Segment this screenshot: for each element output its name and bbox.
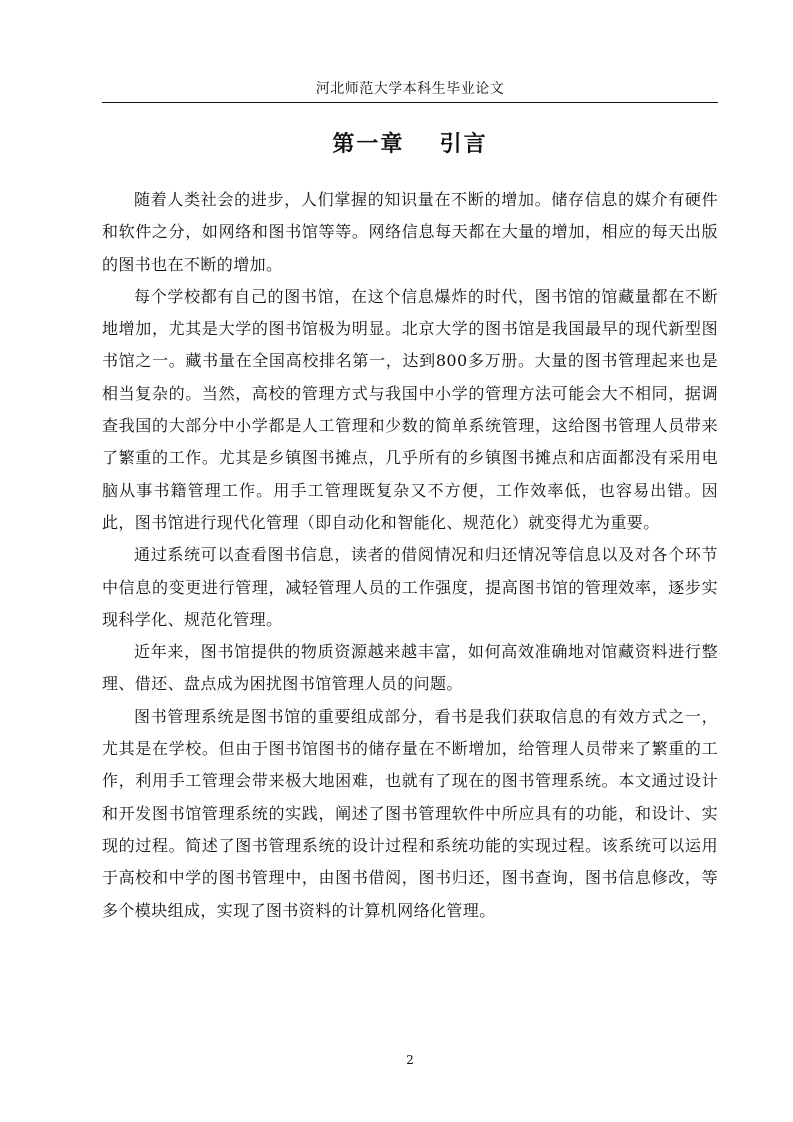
paragraph-4: 近年来，图书馆提供的物质资源越来越丰富，如何高效准确地对馆藏资料进行整理、借还、盘点成为困扰图书馆管理人员的问题。 bbox=[102, 642, 718, 694]
paragraph-1: 随着人类社会的进步，人们掌握的知识量在不断的增加。储存信息的媒介有硬件和软件之分，如网络和图书馆等等。网络信息每天都在大量的增加，相应的每天出版的图书也在不断的增加。 bbox=[102, 190, 718, 274]
paragraph-3: 通过系统可以查看图书信息，读者的借阅情况和归还情况等信息以及对各个环节中信息的变更进行管理，减轻管理人员的工作强度，提高图书馆的管理效率，逐步实现科学化、规范化管理。 bbox=[102, 545, 718, 629]
header-divider bbox=[102, 102, 718, 103]
page-number: 2 bbox=[406, 1053, 414, 1067]
chapter-title: 第一章 引言 bbox=[332, 132, 488, 157]
running-header: 河北师范大学本科生毕业论文 bbox=[315, 81, 505, 97]
paragraph-5: 图书管理系统是图书馆的重要组成部分，看书是我们获取信息的有效方式之一，尤其是在学校。但由于图书馆图书的储存量在不断增加，给管理人员带来了繁重的工作，利用手工管理会带来极大地困难，也就有了现在的图书管理系统。本文通过设计和开发图书馆管理系统的实践，阐述了图书管理软件中所应具有的功能，和设计、实现的过程。简述了图书管理系统的设计过程和系统功能的实现过程。该系统可以运用于高校和中学的图书管理中，由图书借阅，图书归还，图书查询，图书信息修改，等多个模块组成，实现了图书资料的计算机网络化管理。 bbox=[102, 706, 718, 920]
body-text bbox=[102, 184, 718, 927]
paragraph-2: 每个学校都有自己的图书馆，在这个信息爆炸的时代，图书馆的馆藏量都在不断地增加，尤其是大学的图书馆极为明显。北京大学的图书馆是我国最早的现代新型图书馆之一。藏书量在全国高校排名第一，达到800多万册。大量的图书管理起来也是相当复杂的。当然，高校的管理方式与我国中小学的管理方法可能会大不相同，据调查我国的大部分中小学都是人工管理和少数的简单系统管理，这给图书管理人员带来了繁重的工作。尤其是乡镇图书摊点，几乎所有的乡镇图书摊点和店面都没有采用电脑从事书籍管理工作。用手工管理既复杂又不方便，工作效率低，也容易出错。因此，图书馆进行现代化管理（即自动化和智能化、规范化）就变得尤为重要。 bbox=[102, 286, 718, 532]
